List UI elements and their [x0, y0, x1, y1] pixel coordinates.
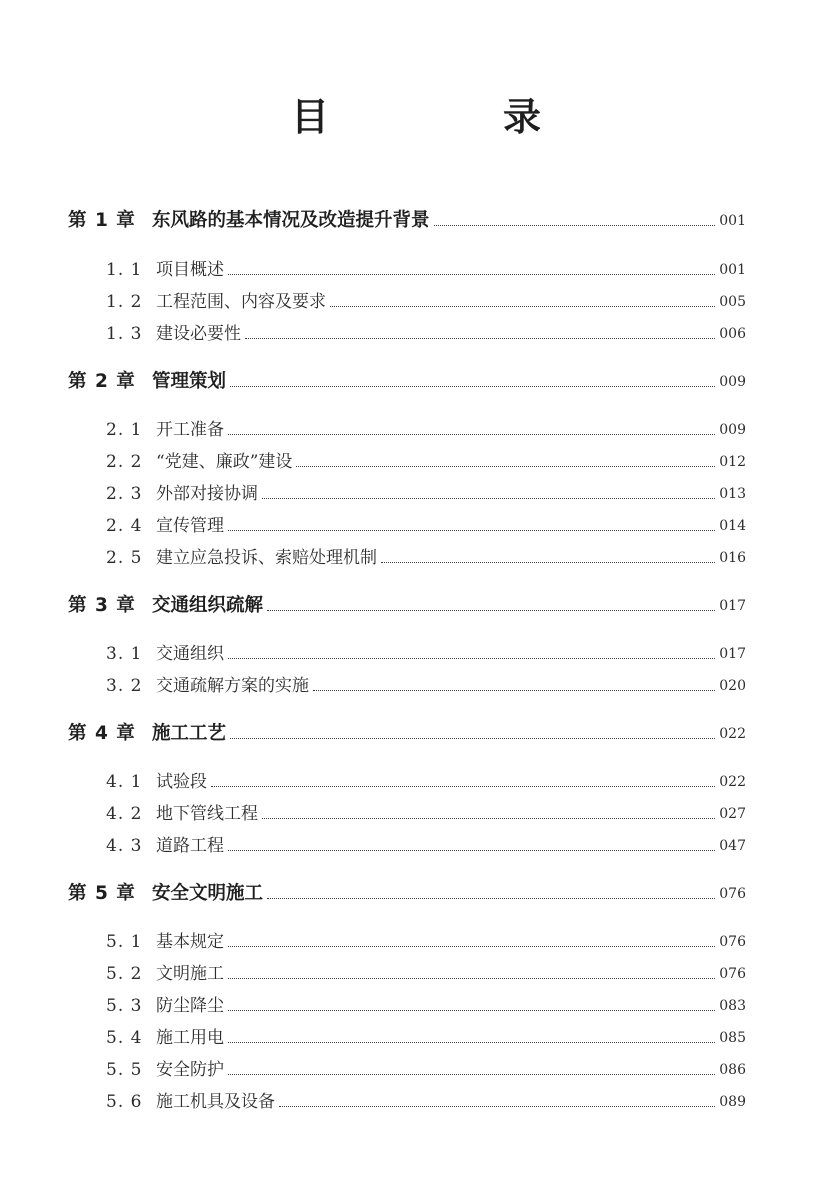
dot-leader: [267, 610, 715, 611]
page-number: 083: [719, 998, 746, 1014]
page-number: 017: [719, 646, 746, 662]
section-title: 施工机具及设备: [156, 1092, 275, 1112]
dot-leader: [228, 658, 715, 659]
dot-leader: [230, 386, 715, 387]
dot-leader: [262, 498, 715, 499]
section-number: 3. 2: [106, 676, 143, 696]
dot-leader: [228, 978, 715, 979]
toc-section-5-2[interactable]: [106, 960, 746, 986]
page-number: 014: [719, 518, 746, 534]
toc-section-3-1[interactable]: [106, 640, 746, 666]
dot-leader: [228, 530, 715, 531]
dot-leader: [230, 738, 715, 739]
section-number: 4. 1: [106, 772, 143, 792]
page-number: 020: [719, 678, 746, 694]
section-title: 开工准备: [156, 420, 224, 440]
page-number: 009: [719, 374, 746, 390]
toc-section-5-3[interactable]: [106, 992, 746, 1018]
dot-leader: [228, 434, 715, 435]
section-title: “党建、廉政”建设: [156, 452, 293, 472]
toc-section-5-6[interactable]: [106, 1088, 746, 1114]
page-title: 目 录: [290, 95, 609, 139]
dot-leader: [228, 1010, 715, 1011]
dot-leader: [434, 225, 716, 226]
page-number: 076: [719, 966, 746, 982]
dot-leader: [279, 1106, 715, 1107]
section-number: 2. 3: [106, 484, 143, 504]
page-number: 016: [719, 550, 746, 566]
chapter-title: 管理策划: [152, 371, 227, 392]
page-number: 017: [719, 598, 746, 614]
section-title: 外部对接协调: [156, 484, 258, 504]
toc-section-1-1[interactable]: [106, 256, 746, 282]
toc-section-2-5[interactable]: [106, 544, 746, 570]
section-number: 5. 1: [106, 932, 143, 952]
page-number: 076: [719, 886, 746, 902]
section-title: 安全防护: [156, 1060, 224, 1080]
toc-section-1-3[interactable]: [106, 320, 746, 346]
dot-leader: [228, 274, 715, 275]
toc-section-4-3[interactable]: [106, 832, 746, 858]
toc-section-2-4[interactable]: [106, 512, 746, 538]
toc-section-5-1[interactable]: [106, 928, 746, 954]
chapter-number: 第 5 章: [68, 883, 136, 904]
toc-section-2-3[interactable]: [106, 480, 746, 506]
dot-leader: [228, 850, 715, 851]
section-title: 项目概述: [156, 260, 224, 280]
section-number: 5. 4: [106, 1028, 143, 1048]
section-title: 文明施工: [156, 964, 224, 984]
section-title: 交通组织: [156, 644, 224, 664]
chapter-title: 安全文明施工: [152, 883, 264, 904]
chapter-title: 东风路的基本情况及改造提升背景: [152, 210, 430, 231]
dot-leader: [330, 306, 715, 307]
toc-section-5-4[interactable]: [106, 1024, 746, 1050]
section-number: 1. 3: [106, 324, 143, 344]
page-number: 006: [719, 326, 746, 342]
section-title: 施工用电: [156, 1028, 224, 1048]
chapter-number: 第 4 章: [68, 723, 136, 744]
page-number: 005: [719, 294, 746, 310]
toc-chapter-3[interactable]: [68, 592, 746, 618]
section-title: 道路工程: [156, 836, 224, 856]
page-number: 089: [719, 1094, 746, 1110]
page-number: 009: [719, 422, 746, 438]
toc-section-4-1[interactable]: [106, 768, 746, 794]
page-number: 022: [719, 726, 746, 742]
dot-leader: [296, 466, 715, 467]
section-number: 2. 5: [106, 548, 143, 568]
page-number: 001: [719, 213, 746, 229]
dot-leader: [228, 1074, 715, 1075]
page-number: 027: [719, 806, 746, 822]
section-number: 3. 1: [106, 644, 143, 664]
chapter-number: 第 1 章: [68, 210, 136, 231]
toc-chapter-4[interactable]: [68, 720, 746, 746]
dot-leader: [228, 946, 715, 947]
section-number: 5. 5: [106, 1060, 143, 1080]
dot-leader: [245, 338, 715, 339]
section-title: 工程范围、内容及要求: [156, 292, 326, 312]
section-number: 2. 2: [106, 452, 143, 472]
toc-section-5-5[interactable]: [106, 1056, 746, 1082]
chapter-number: 第 3 章: [68, 595, 136, 616]
page-number: 001: [719, 262, 746, 278]
section-number: 2. 4: [106, 516, 143, 536]
dot-leader: [262, 818, 715, 819]
toc-chapter-5[interactable]: [68, 880, 746, 906]
chapter-title: 施工工艺: [152, 723, 227, 744]
section-title: 宣传管理: [156, 516, 224, 536]
dot-leader: [381, 562, 715, 563]
toc-chapter-1[interactable]: [68, 207, 746, 233]
dot-leader: [313, 690, 715, 691]
page-number: 012: [719, 454, 746, 470]
dot-leader: [211, 786, 715, 787]
section-number: 5. 2: [106, 964, 143, 984]
section-number: 1. 1: [106, 260, 143, 280]
toc-section-1-2[interactable]: [106, 288, 746, 314]
page-number: 013: [719, 486, 746, 502]
section-title: 地下管线工程: [156, 804, 258, 824]
section-title: 交通疏解方案的实施: [156, 676, 309, 696]
section-number: 4. 3: [106, 836, 143, 856]
section-number: 5. 3: [106, 996, 143, 1016]
section-title: 建立应急投诉、索赔处理机制: [156, 548, 377, 568]
section-number: 1. 2: [106, 292, 143, 312]
section-number: 4. 2: [106, 804, 143, 824]
section-title: 试验段: [156, 772, 207, 792]
section-number: 5. 6: [106, 1092, 143, 1112]
page-number: 086: [719, 1062, 746, 1078]
section-title: 建设必要性: [156, 324, 241, 344]
chapter-number: 第 2 章: [68, 371, 136, 392]
section-title: 防尘降尘: [156, 996, 224, 1016]
dot-leader: [228, 1042, 715, 1043]
page-number: 047: [719, 838, 746, 854]
toc-section-2-1[interactable]: [106, 416, 746, 442]
page-number: 076: [719, 934, 746, 950]
section-title: 基本规定: [156, 932, 224, 952]
chapter-title: 交通组织疏解: [152, 595, 264, 616]
toc-section-2-2[interactable]: [106, 448, 746, 474]
page-number: 022: [719, 774, 746, 790]
toc-section-3-2[interactable]: [106, 672, 746, 698]
section-number: 2. 1: [106, 420, 143, 440]
toc-section-4-2[interactable]: [106, 800, 746, 826]
toc-chapter-2[interactable]: [68, 368, 746, 394]
page-number: 085: [719, 1030, 746, 1046]
dot-leader: [267, 898, 715, 899]
